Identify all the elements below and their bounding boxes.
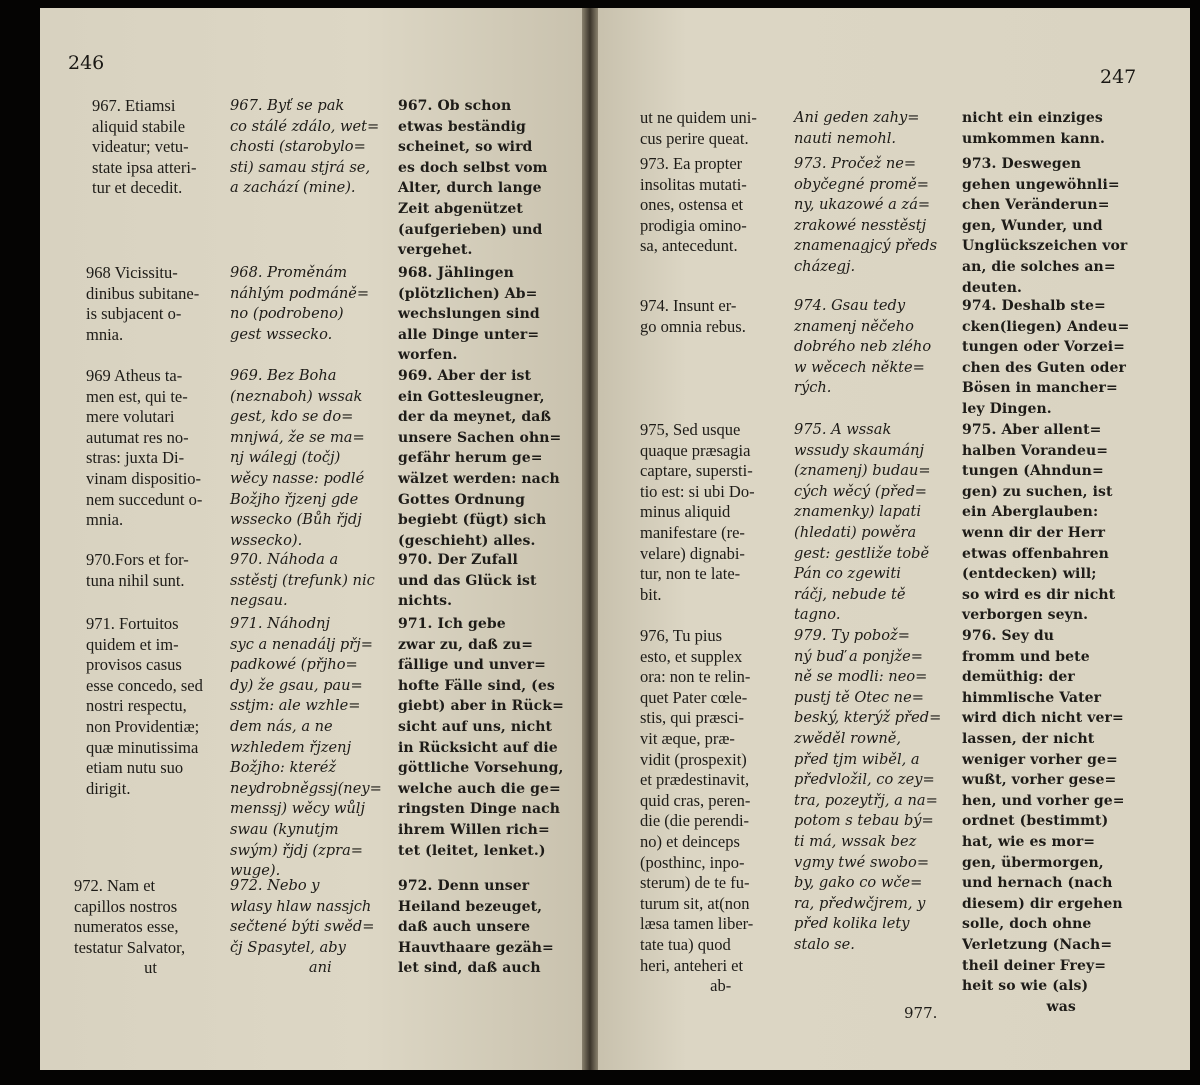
catchword: 977.: [904, 1004, 938, 1022]
czech-973: 973. Pročež ne= obyčegné promě= ny, ukazowé a zá= zrakowé nesstěstj znamenagjcý předs cházegj.: [794, 155, 938, 275]
czech-967: 967. Byť se pak co stálé zdálo, wet= chosti (starobylo= sti) samau stjrá se, a zachází (mine).: [230, 97, 380, 197]
czech-972: 972. Nebo y wlasy hlaw nassjch sečtené býti swěd= čj Spasytel, aby ani: [230, 877, 375, 977]
latin-974: 974. Insunt er- go omnia rebus.: [640, 296, 746, 336]
page-number-right: 247: [1100, 66, 1137, 88]
czech-974: 974. Gsau tedy znamenj něčeho dobrého neb zlého w wěcech někte= rých.: [794, 297, 932, 397]
czech-969: 969. Bez Boha (neznaboh) wssak gest, kdo se do= mnjwá, že se ma= nj wálegj (točj) wěcy nasse: podlé Božjho řjzenj gde wssecko (Bůh řjdj wssecko).: [230, 367, 365, 549]
german-972: 972. Denn unser Heiland bezeuget, daß auch unsere Hauvthaare gezäh= let sind, daß auch: [398, 878, 554, 977]
latin-968: 968 Vicissitu- dinibus subitane- is subjacent o- mnia.: [86, 263, 200, 344]
latin-969: 969 Atheus ta- men est, qui te- mere volutari autumat res no- stras: juxta Di- vinam dispositio- nem succedunt o- mnia.: [86, 366, 203, 530]
german-976: 976. Sey du fromm und bete demüthig: der himmlische Vater wird dich nicht ver= lassen, der nicht weniger vorher ge= wußt, vorher gese= hen, und vorher ge= ordnet (bestimmt) hat, wie es mor= gen, übermorgen, und hernach (nach diesem) dir ergehen solle, doch ohne Verletzung (Nach= theil deiner Frey= heit so wie (als) was: [962, 628, 1125, 1015]
german-975: 975. Aber allent= halben Vorandeu= tungen (Ahndun= gen) zu suchen, ist ein Aberglauben: wenn dir der Herr etwas offenbahren (entdecken) will; so wird es dir nicht verborgen seyn.: [962, 422, 1116, 624]
latin-971: 971. Fortuitos quidem et im- provisos casus esse concedo, sed nostri respectu, non Providentiæ; quæ minutissima etiam nutu suo dirigit.: [86, 614, 203, 798]
latin-972-cont: ut ne quidem uni- cus perire queat.: [640, 108, 757, 148]
right-page: [598, 8, 1190, 1070]
latin-970: 970.Fors et for- tuna nihil sunt.: [86, 550, 189, 590]
latin-975: 975, Sed usque quaque præsagia captare, supersti- tio est: si ubi Do- minus aliquid manifestare (re- velare) dignabi- tur, non te late- bit.: [640, 420, 755, 604]
czech-975: 975. A wssak wssudy skaumánj (znamenj) budau= cých wěcý (před= znamenky) lapati (hledati) powěra gest: gestliže tobě Pán co zgewiti ráčj, nebude tě tagno.: [794, 421, 931, 624]
book-gutter: [582, 8, 598, 1070]
left-page: [40, 8, 582, 1070]
german-971: 971. Ich gebe zwar zu, daß zu= fällige und unver= hofte Fälle sind, (es giebt) aber in Rück= sicht auf uns, nicht in Rücksicht auf die göttliche Vorsehung, welche auch die ge= ringsten Dinge nach ihrem Willen rich= tet (leitet, lenket.): [398, 616, 564, 859]
german-972-cont: nicht ein einziges umkommen kann.: [962, 110, 1106, 147]
page-number-left: 246: [68, 52, 105, 74]
latin-976: 976, Tu pius esto, et supplex ora: non te relin- quet Pater cœle- stis, qui præsci- vit æque, præ- vidit (prospexit) et prædestinavit, quid cras, peren- die (die perendi- no) et deinceps (posthinc, inpo- sterum) de te fu- turum sit, at(non læsa tamen liber- tate tua) quod heri, anteheri et ab-: [640, 626, 754, 996]
czech-976: 979. Ty pobož= ný buď a ponjže= ně se modli: neo= pustj tě Otec ne= beský, kterýž před= zwěděl rowně, před tjm wiběl, a předvložil, co zey= tra, pozeytřj, a na= potom s tebau bý= ti má, wssak bez vgmy twé swobo= by, gako co wče= ra, předwčjrem, y před kolika lety stalo se.: [794, 627, 942, 953]
czech-970: 970. Náhoda a sstěstj (trefunk) nic negsau.: [230, 551, 375, 610]
latin-967: 967. Etiamsi aliquid stabile videatur; vetu- state ipsa atteri- tur et decedit.: [92, 96, 197, 198]
latin-972: 972. Nam et capillos nostros numeratos esse, testatur Salvator, ut: [74, 876, 186, 978]
german-969: 969. Aber der ist ein Gottesleugner, der da meynet, daß unsere Sachen ohn= gefähr herum ge= wälzet werden: nach Gottes Ordnung begiebt (fügt) sich (geschieht) alles.: [398, 368, 562, 549]
czech-968: 968. Proměnám náhlým podmáně= no (podrobeno) gest wssecko.: [230, 264, 370, 343]
czech-972-cont: Ani geden zahy= nauti nemohl.: [794, 109, 920, 147]
latin-973: 973. Ea propter insolitas mutati- ones, ostensa et prodigia omino- sa, antecedunt.: [640, 154, 747, 256]
czech-971: 971. Náhodnj syc a nenadálj přj= padkowé (přjho= dy) že gsau, pau= sstjm: ale wzhle= dem nás, a ne wzhledem řjzenj Božjho: kteréž neydrobněgssj(ney= menssj) wěcy wůlj swau (kynutjm swým) řjdj (zpra= wuge).: [230, 615, 382, 880]
german-970: 970. Der Zufall und das Glück ist nichts.: [398, 552, 537, 610]
german-968: 968. Jählingen (plötzlichen) Ab= wechslungen sind alle Dinge unter= worfen.: [398, 265, 540, 364]
german-973: 973. Deswegen gehen ungewöhnli= chen Veränderun= gen, Wunder, und Unglückszeichen vor an, die solches an= deuten.: [962, 156, 1128, 296]
german-967: 967. Ob schon etwas beständig scheinet, so wird es doch selbst vom Alter, durch lange Zeit abgenützet (aufgerieben) und vergehet.: [398, 98, 548, 259]
german-974: 974. Deshalb ste= cken(liegen) Andeu= tungen oder Vorzei= chen des Guten oder Bösen in mancher= ley Dingen.: [962, 298, 1130, 417]
